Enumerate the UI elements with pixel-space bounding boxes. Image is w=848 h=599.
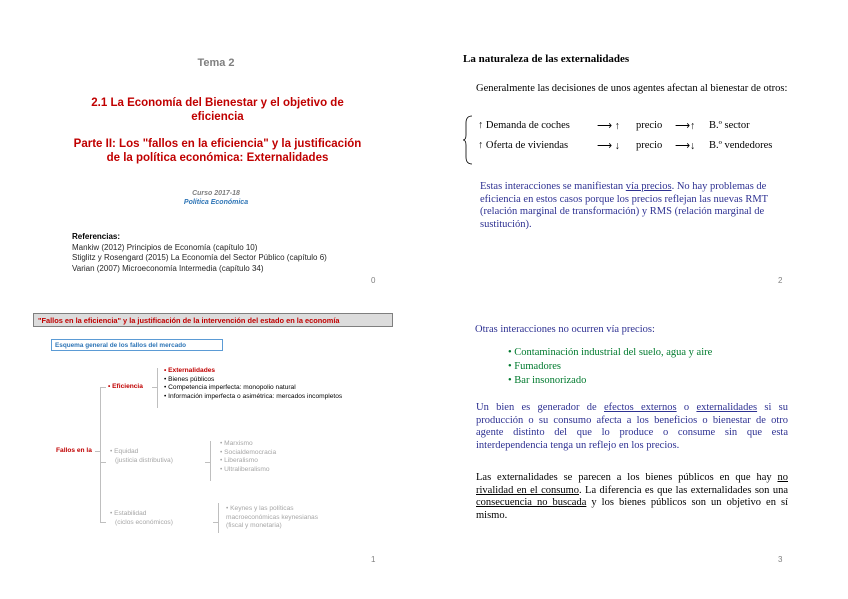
estabilidad-list (226, 505, 318, 531)
relation-label: Oferta de viviendas (485, 140, 569, 151)
tree-estabilidad (110, 510, 173, 527)
slide0-title: 2.1 La Economía del Bienestar y el objetivo de eficiencia (91, 97, 344, 123)
slide2-intro: Generalmente las decisiones de unos agentes afectan al bienestar de otros: (476, 83, 788, 94)
tree-item: • Ultraliberalismo (220, 465, 270, 473)
equidad-list (220, 440, 276, 474)
slide0-subtitle: Parte II: Los "fallos en la eficiencia" y la justificación de la política económica: Externalidades (73, 138, 362, 164)
reference-item: Mankiw (2012) Principios de Economía (capítulo 10) (72, 242, 258, 252)
slide3-definition: Un bien es generador de efectos externos o externalidades si su producción o su consumo afecta a los beneficios o bienestar de otro agente distinto del que lo produce o consume sin que esta interdependencia tenga un reflejo en los precios. (476, 402, 788, 451)
reference-item: Varian (2007) Microeconomía Intermedia (capítulo 34) (72, 263, 264, 273)
list-item: • Bar insonorizado (508, 375, 587, 386)
tree-item: macroeconómicas keynesianas (226, 513, 318, 521)
slide3-bullets (508, 346, 712, 388)
list-item: • Fumadores (508, 361, 561, 372)
tree-item: • Información imperfecta o asimétrica: mercados incompletos (164, 392, 343, 400)
page-number: 2 (778, 276, 783, 285)
curso-label: Curso 2017-18 (192, 190, 240, 197)
arrow-icon: ⟶ ↑ (597, 121, 620, 132)
page-number: 0 (371, 276, 376, 285)
brace-icon (462, 115, 474, 165)
relation-precio: precio (636, 140, 663, 151)
up-arrow-icon: ↑ (478, 120, 484, 131)
tree-item: • Keynes y las políticas (226, 505, 294, 512)
slide1-banner: "Fallos en la eficiencia" y la justificación de la intervención del estado en la economía (33, 313, 393, 327)
slide3-comparison: Las externalidades se parecen a los bienes públicos en que hay no rivalidad en el consumo. La diferencia es que las externalidades son una consecuencia no buscada y los bienes públicos son un objetivo en sí mismo. (476, 472, 788, 521)
tema-label: Tema 2 (197, 57, 235, 69)
arrow-icon: ⟶ ↓ (597, 141, 620, 152)
relation-label: Demanda de coches (485, 120, 570, 131)
relation-result: B.º vendedores (709, 140, 773, 151)
relation-result: B.º sector (709, 120, 750, 131)
tree-item: • Bienes públicos (164, 375, 215, 383)
tree-item: • Liberalismo (220, 457, 258, 464)
arrow-icon: ⟶↑ (675, 121, 696, 132)
list-item: • Contaminación industrial del suelo, agua y aire (508, 347, 713, 358)
tree-equidad (110, 448, 173, 465)
tree-item: • Externalidades (164, 367, 216, 374)
page-number: 1 (371, 555, 376, 564)
tree-item: • Marxismo (220, 440, 253, 447)
tree-root: Fallos en la (56, 447, 92, 454)
eficiencia-list (164, 367, 342, 401)
materia-label: Política Económica (183, 199, 249, 206)
page-number: 3 (778, 555, 783, 564)
slide2-paragraph: Estas interacciones se manifiestan vía precios. No hay problemas de eficiencia en estos casos porque los precios reflejan las nuevas RMT (relación marginal de transformación) y RMS (relación marginal de sustitución). (480, 181, 768, 230)
tree-item: • Socialdemocracia (220, 448, 277, 456)
tree-item: (justicia distributiva) (115, 456, 173, 464)
tree-eficiencia: • Eficiencia (108, 383, 143, 390)
relation-row (478, 140, 568, 151)
relation-row (478, 120, 570, 131)
references-heading: Referencias: (72, 232, 121, 241)
esquema-box: Esquema general de los fallos del mercado (51, 339, 223, 351)
relation-precio: precio (636, 120, 663, 131)
slide2-title: La naturaleza de las externalidades (463, 53, 630, 65)
via-precios-link[interactable]: vía precios (625, 181, 672, 192)
up-arrow-icon: ↑ (478, 140, 484, 151)
tree-item: • Equidad (110, 448, 139, 455)
tree-item: (fiscal y monetaria) (226, 522, 282, 529)
slide3-intro: Otras interacciones no ocurren vía precios: (475, 324, 655, 335)
references-block (72, 232, 327, 274)
reference-item: Stiglitz y Rosengard (2015) La Economía del Sector Público (capítulo 6) (72, 253, 327, 262)
arrow-icon: ⟶↓ (675, 141, 696, 152)
tree-item: (ciclos económicos) (115, 518, 173, 526)
tree-item: • Competencia imperfecta: monopolio natural (164, 384, 296, 391)
tree-item: • Estabilidad (110, 510, 147, 517)
